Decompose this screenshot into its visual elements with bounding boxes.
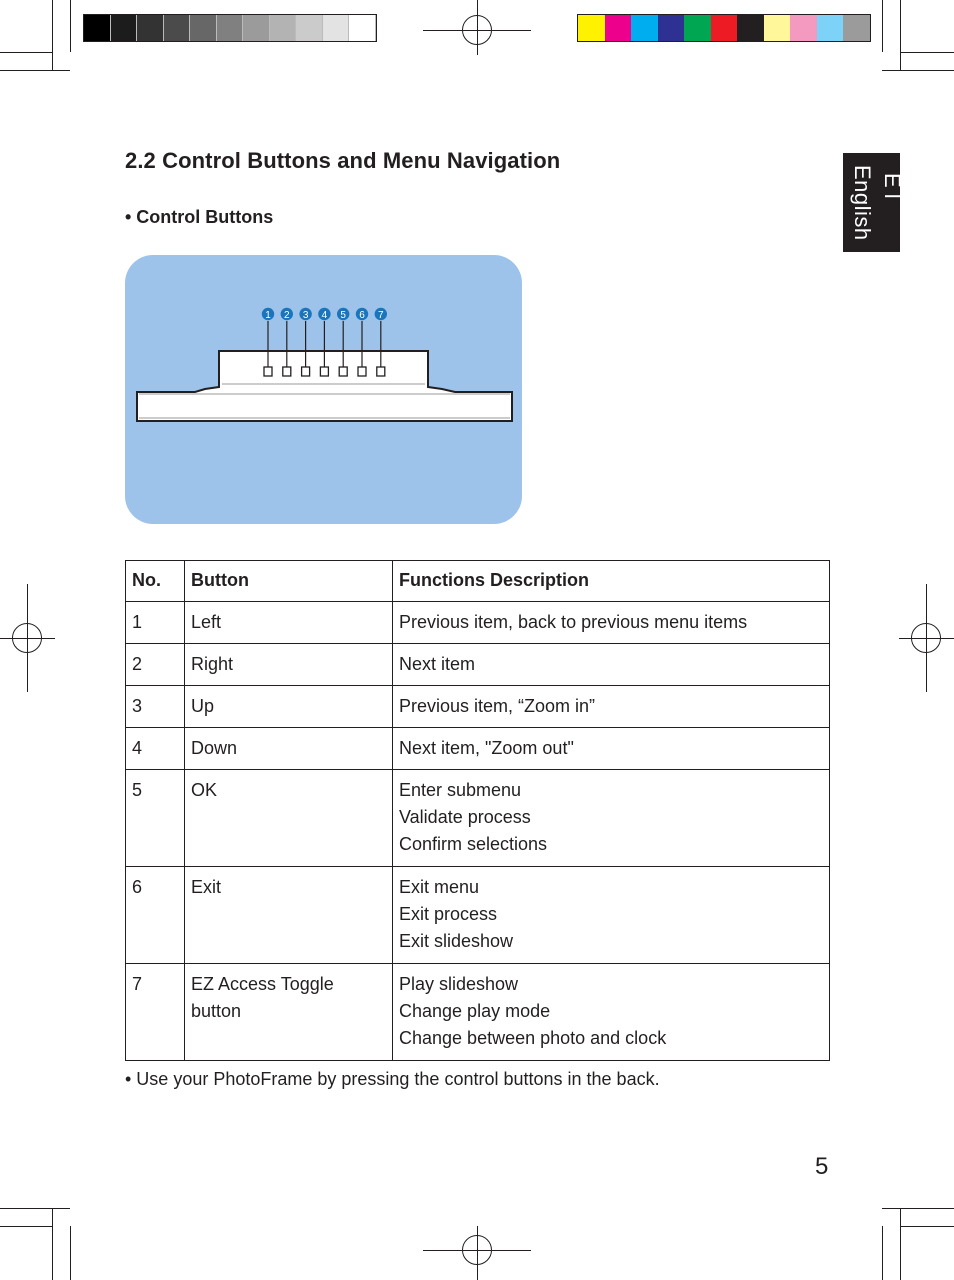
cell-number: 2 [126, 644, 185, 686]
cell-text-line: Exit process [399, 904, 498, 924]
color-swatch [605, 15, 632, 41]
control-button [264, 367, 272, 376]
cell-text-line: Down [191, 738, 238, 758]
cell-description [393, 686, 830, 728]
control-button [377, 367, 385, 376]
cell-description [393, 867, 830, 964]
grayscale-bar [83, 14, 377, 42]
cell-text-line: Change between photo and clock [399, 1028, 667, 1048]
gray-swatch [190, 15, 217, 41]
cell-number: 5 [126, 770, 185, 867]
gray-swatch [111, 15, 138, 41]
cell-button-name [185, 686, 393, 728]
control-button [320, 367, 328, 376]
cell-button-name [185, 728, 393, 770]
control-button [358, 367, 366, 376]
gray-swatch [349, 15, 376, 41]
cell-button-name [185, 964, 393, 1061]
gray-swatch [270, 15, 297, 41]
header-description: Functions Description [393, 561, 830, 602]
cell-text-line: Enter submenu [399, 780, 522, 800]
photoframe-illustration [125, 255, 522, 524]
table-header-row [126, 561, 830, 602]
cell-text-line: Validate process [399, 807, 531, 827]
cell-number: 4 [126, 728, 185, 770]
table-row [126, 770, 830, 867]
cell-description [393, 728, 830, 770]
gray-swatch [84, 15, 111, 41]
usage-note: • Use your PhotoFrame by pressing the control buttons in the back. [125, 1069, 660, 1089]
cell-text-line: Confirm selections [399, 834, 548, 854]
gray-swatch [243, 15, 270, 41]
gray-swatch [323, 15, 350, 41]
cell-text-line: Change play mode [399, 1001, 551, 1021]
cell-button-name [185, 867, 393, 964]
cell-text-line: Exit menu [399, 877, 480, 897]
cell-text-line: Left [191, 612, 222, 632]
table-row [126, 728, 830, 770]
color-swatch [737, 15, 764, 41]
control-button [302, 367, 310, 376]
table-row [126, 686, 830, 728]
cell-text-line: Up [191, 696, 215, 716]
cell-text-line: Next item, "Zoom out" [399, 738, 574, 758]
cell-button-name [185, 602, 393, 644]
cell-text-line: EZ Access Toggle [191, 974, 334, 994]
photoframe-back-drawing [125, 255, 522, 524]
cell-text-line: Exit [191, 877, 222, 897]
language-tab [843, 153, 905, 252]
button-number-label: 5 [340, 310, 346, 321]
color-swatch [684, 15, 711, 41]
color-calibration-bar [577, 14, 871, 42]
cell-description [393, 964, 830, 1061]
table-row [126, 964, 830, 1061]
cell-text-line: Right [191, 654, 234, 674]
button-number-label: 6 [359, 310, 365, 321]
cell-description [393, 644, 830, 686]
cell-description [393, 770, 830, 867]
gray-swatch [217, 15, 244, 41]
cell-text-line: Next item [399, 654, 476, 674]
header-no: No. [126, 561, 185, 602]
cell-button-name [185, 770, 393, 867]
section-title: 2.2 Control Buttons and Menu Navigation [125, 148, 561, 173]
cell-number: 7 [126, 964, 185, 1061]
cell-text-line: Previous item, back to previous menu items [399, 612, 748, 632]
cell-text-line: OK [191, 780, 218, 800]
cell-number: 6 [126, 867, 185, 964]
gray-swatch [137, 15, 164, 41]
control-button [283, 367, 291, 376]
color-swatch [843, 15, 870, 41]
button-number-label: 1 [265, 310, 271, 321]
table-row [126, 602, 830, 644]
cell-text-line: Previous item, “Zoom in” [399, 696, 596, 716]
button-number-label: 7 [378, 310, 384, 321]
language-label: English [850, 165, 875, 241]
table-row [126, 644, 830, 686]
page-number: 5 [815, 1153, 829, 1180]
cell-text-line: Exit slideshow [399, 931, 514, 951]
button-number-label: 3 [302, 310, 309, 321]
color-swatch [711, 15, 738, 41]
button-number-label: 2 [284, 310, 290, 321]
cell-text-line: button [191, 1001, 242, 1021]
button-number-label: 4 [321, 310, 328, 321]
cell-number: 3 [126, 686, 185, 728]
color-swatch [817, 15, 844, 41]
button-function-table [125, 560, 830, 1061]
cell-button-name [185, 644, 393, 686]
color-swatch [631, 15, 658, 41]
language-tab-cut-text: E l [880, 173, 905, 199]
cell-text-line: Play slideshow [399, 974, 519, 994]
color-swatch [578, 15, 605, 41]
control-button [339, 367, 347, 376]
gray-swatch [296, 15, 323, 41]
color-swatch [790, 15, 817, 41]
header-button: Button [185, 561, 393, 602]
cell-number: 1 [126, 602, 185, 644]
color-swatch [764, 15, 791, 41]
table-row [126, 867, 830, 964]
color-swatch [658, 15, 685, 41]
subsection-title: • Control Buttons [125, 207, 274, 227]
cell-description [393, 602, 830, 644]
gray-swatch [164, 15, 191, 41]
